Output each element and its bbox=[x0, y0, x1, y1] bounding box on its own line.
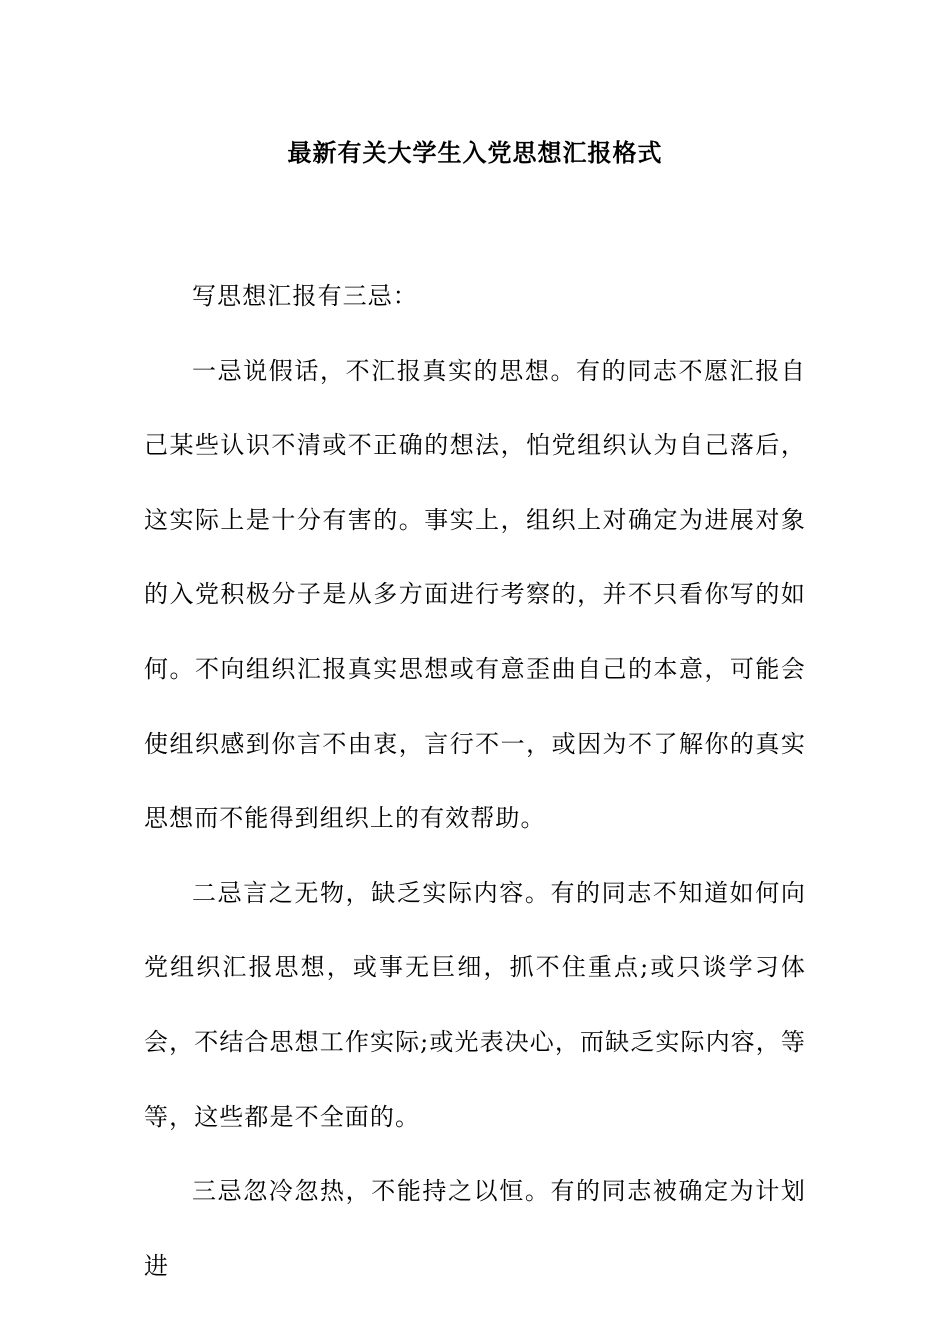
paragraph-second-taboo: 二忌言之无物，缺乏实际内容。有的同志不知道如何向党组织汇报思想，或事无巨细，抓不住重点;或只谈学习体会，不结合思想工作实际;或光表决心，而缺乏实际内容，等等，这些都是不全面的。 bbox=[144, 878, 806, 1131]
paragraph-first-taboo: 一忌说假话，不汇报真实的思想。有的同志不愿汇报自己某些认识不清或不正确的想法，怕党组织认为自己落后，这实际上是十分有害的。事实上，组织上对确定为进展对象的入党积极分子是从多方面进行考察的，并不只看你写的如何。不向组织汇报真实思想或有意歪曲自己的本意，可能会使组织感到你言不由衷，言行不一，或因为不了解你的真实思想而不能得到组织上的有效帮助。 bbox=[144, 356, 806, 833]
document-body bbox=[144, 259, 806, 1303]
paragraph-third-taboo: 三忌忽冷忽热，不能持之以恒。有的同志被确定为计划进 bbox=[144, 1177, 806, 1280]
document-title: 最新有关大学生入党思想汇报格式 bbox=[287, 138, 663, 167]
paragraph-intro: 写思想汇报有三忌： bbox=[192, 282, 418, 310]
